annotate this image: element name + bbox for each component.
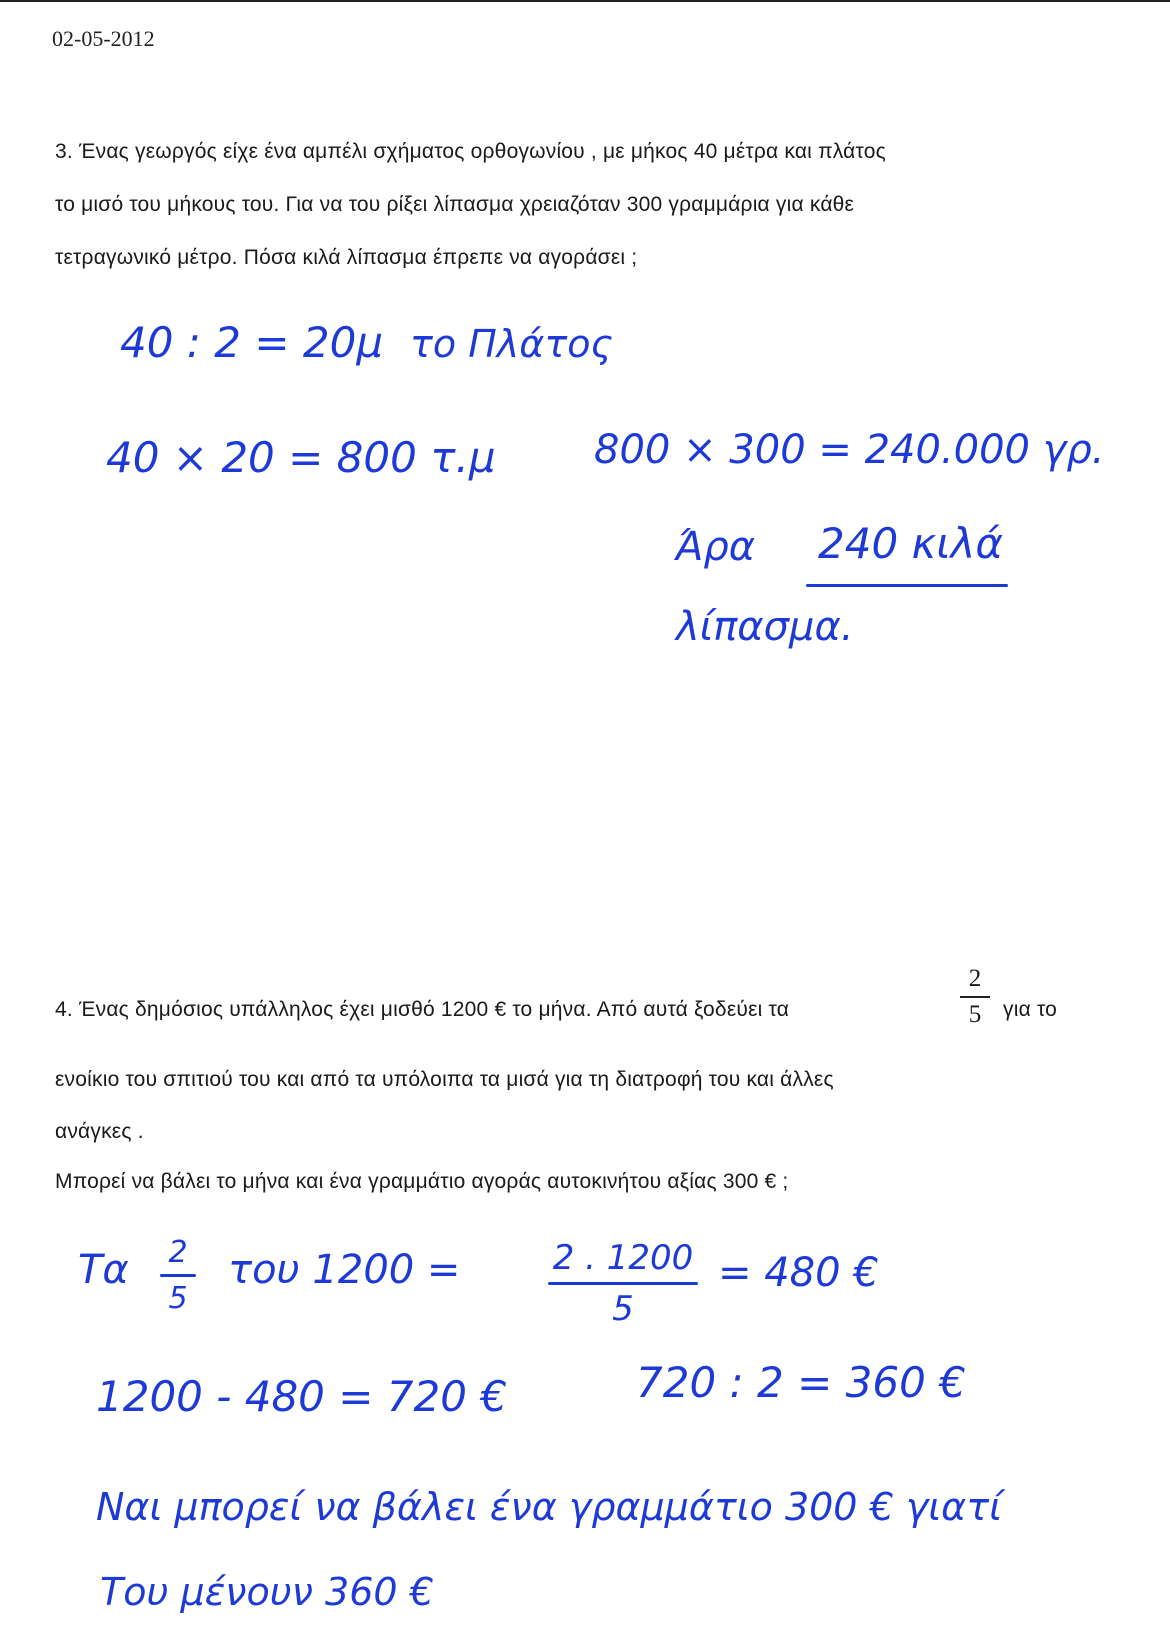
fraction-bar (960, 996, 990, 998)
problem4-line4: Μπορεί να βάλει το μήνα και ένα γραμμάτιο αγοράς αυτοκινήτου αξίας 300 € ; (55, 1170, 789, 1193)
fraction-bar (160, 1274, 196, 1277)
problem3-line3: τετραγωνικό μέτρο. Πόσα κιλά λίπασμα έπρεπε να αγοράσει ; (55, 246, 638, 269)
solution4-conclusion2: Του μένουν 360 € (100, 1570, 434, 1614)
problem4-fraction (960, 965, 990, 1029)
problem3-line2: το μισό του μήκους του. Για να του ρίξει λίπασμα χρειαζόταν 300 γραμμάρια για κάθε (55, 193, 855, 216)
solution4-fraction-denominator: 5 (168, 1281, 188, 1316)
date-label: 02-05-2012 (52, 26, 155, 51)
problem4-line1: 4. Ένας δημόσιος υπάλληλος έχει μισθό 1200 € το μήνα. Από αυτά ξοδεύει τα (55, 998, 790, 1021)
solution4-mid: του 1200 = (228, 1247, 461, 1293)
problem4-line1-end: για το (1003, 998, 1058, 1021)
solution4-conclusion1: Ναι μπορεί να βάλει ένα γραμμάτιο 300 € γιατί (96, 1485, 1002, 1529)
solution4-fraction2 (548, 1238, 698, 1329)
solution3-answer-suffix: λίπασμα. (676, 604, 854, 650)
problem4-fraction-numerator: 2 (968, 965, 982, 992)
answer-underline (806, 584, 1008, 587)
solution4-result: = 480 € (718, 1250, 879, 1296)
solution4-step3: 720 : 2 = 360 € (636, 1358, 966, 1407)
solution4-prefix: Τα (78, 1247, 129, 1293)
problem3-line1: 3. Ένας γεωργός είχε ένα αμπέλι σχήματος ορθογωνίου , με μήκος 40 μέτρα και πλάτος (55, 140, 886, 163)
problem4-line3: ανάγκες . (55, 1120, 144, 1143)
fraction-bar (548, 1282, 698, 1285)
problem4-fraction-denominator: 5 (968, 1000, 982, 1028)
solution4-fraction2-numerator: 2 . 1200 (552, 1238, 694, 1278)
solution4-step2: 1200 - 480 = 720 € (96, 1372, 508, 1421)
solution3-step1: 40 : 2 = 20μ (120, 318, 384, 367)
solution3-step2: 40 × 20 = 800 τ.μ (106, 433, 496, 482)
solution3-step3: 800 × 300 = 240.000 γρ. (594, 427, 1105, 473)
solution4-fraction (160, 1235, 196, 1316)
solution4-fraction-numerator: 2 (168, 1235, 188, 1270)
solution3-answer-prefix: Άρα (676, 524, 756, 570)
solution4-fraction2-denominator: 5 (612, 1289, 634, 1329)
solution3-answer-value: 240 κιλά (818, 519, 1004, 568)
problem4-line2: ενοίκιο του σπιτιού του και από τα υπόλοιπα τα μισά για τη διατροφή του και άλλες (55, 1068, 834, 1091)
solution3-step1-label: το Πλάτος (410, 322, 613, 366)
top-border-line (0, 0, 1170, 2)
